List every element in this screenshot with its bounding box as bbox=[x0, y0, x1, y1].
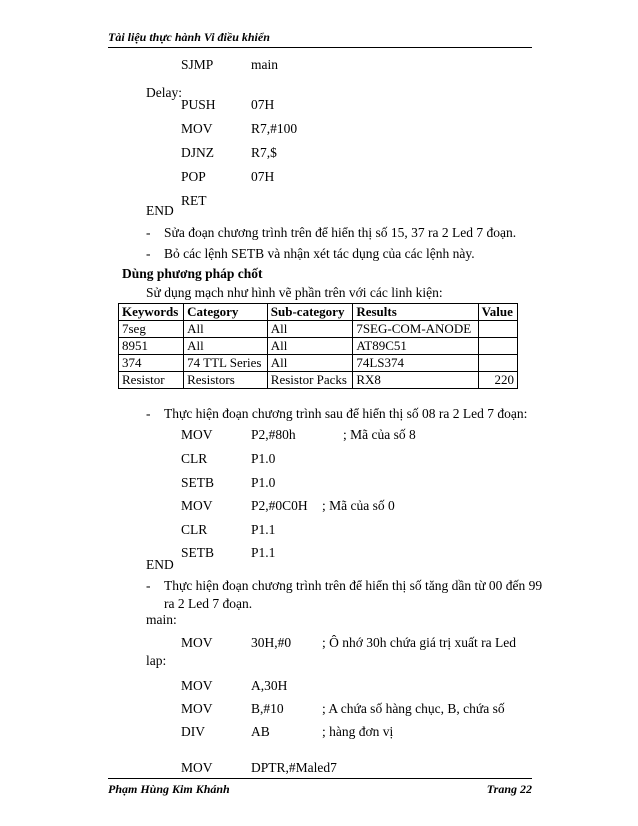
code-arg: 07H bbox=[251, 97, 275, 112]
bullet-dash: - bbox=[146, 578, 151, 593]
table-cell: All bbox=[267, 355, 353, 372]
table-cell: All bbox=[184, 321, 268, 338]
task-item: Sửa đoạn chương trình trên để hiển thị số 15, 37 ra 2 Led 7 đoạn. bbox=[164, 225, 517, 240]
code-comment: ; A chứa số hàng chục, B, chứa số bbox=[322, 701, 505, 716]
table-cell: 220 bbox=[478, 372, 517, 389]
code-arg: 07H bbox=[251, 169, 275, 184]
table-cell: AT89C51 bbox=[353, 338, 478, 355]
table-cell bbox=[478, 321, 517, 338]
footer-rule bbox=[108, 778, 532, 779]
bullet-dash: - bbox=[146, 406, 151, 421]
code-arg: P1.0 bbox=[251, 475, 276, 490]
code-arg: R7,#100 bbox=[251, 121, 298, 136]
code-arg: B,#10 bbox=[251, 701, 284, 716]
section-intro: Sử dụng mạch như hình vẽ phần trên với các linh kiện: bbox=[146, 285, 443, 300]
section-heading: Dùng phương pháp chốt bbox=[122, 266, 263, 281]
code-op: MOV bbox=[181, 427, 213, 442]
table-row bbox=[119, 338, 518, 355]
table-cell: 7seg bbox=[119, 321, 184, 338]
code-arg: A,30H bbox=[251, 678, 288, 693]
table-row bbox=[119, 355, 518, 372]
table-cell: All bbox=[267, 338, 353, 355]
code-label-delay: Delay: bbox=[146, 85, 182, 100]
table-header-row bbox=[119, 304, 518, 321]
task-item-continuation: ra 2 Led 7 đoạn. bbox=[164, 596, 253, 611]
bullet-dash: - bbox=[146, 225, 151, 240]
code-arg: R7,$ bbox=[251, 145, 277, 160]
code-arg: 30H,#0 bbox=[251, 635, 292, 650]
code-end: END bbox=[146, 557, 174, 572]
table-cell: Resistor Packs bbox=[267, 372, 353, 389]
code-op: CLR bbox=[181, 451, 208, 466]
table-cell: 374 bbox=[119, 355, 184, 372]
code-arg: P1.1 bbox=[251, 522, 276, 537]
code-arg: P1.0 bbox=[251, 451, 276, 466]
code-arg: P1.1 bbox=[251, 545, 276, 560]
code-arg: AB bbox=[251, 724, 270, 739]
code-arg: P2,#0C0H bbox=[251, 498, 308, 513]
code-op: MOV bbox=[181, 498, 213, 513]
code-comment: ; Mã của số 8 bbox=[343, 427, 416, 442]
header-rule bbox=[108, 47, 532, 48]
code-op: PUSH bbox=[181, 97, 216, 112]
code-op: MOV bbox=[181, 701, 213, 716]
code-comment: ; hàng đơn vị bbox=[322, 724, 394, 739]
table-header-cell: Sub-category bbox=[267, 304, 353, 321]
table-cell: 74LS374 bbox=[353, 355, 478, 372]
code-op: CLR bbox=[181, 522, 208, 537]
code-op: DIV bbox=[181, 724, 205, 739]
table-cell bbox=[478, 355, 517, 372]
table-row bbox=[119, 372, 518, 389]
table-header-cell: Category bbox=[184, 304, 268, 321]
code-comment: ; Mã của số 0 bbox=[322, 498, 395, 513]
code-op: MOV bbox=[181, 121, 213, 136]
code-op: MOV bbox=[181, 635, 213, 650]
footer-author: Phạm Hùng Kim Khánh bbox=[108, 782, 230, 796]
code-op: SJMP bbox=[181, 57, 214, 72]
code-arg: DPTR,#Maled7 bbox=[251, 760, 337, 775]
table-cell: All bbox=[184, 338, 268, 355]
code-op: MOV bbox=[181, 760, 213, 775]
page-header-title: Tài liệu thực hành Vi điều khiển bbox=[108, 30, 270, 44]
footer-page-number: Trang 22 bbox=[486, 782, 532, 796]
components-table bbox=[118, 303, 518, 389]
table-cell: 8951 bbox=[119, 338, 184, 355]
code-op: DJNZ bbox=[181, 145, 214, 160]
code-label-main: main: bbox=[146, 612, 177, 627]
code-op: MOV bbox=[181, 678, 213, 693]
code-arg: P2,#80h bbox=[251, 427, 296, 442]
code-op: POP bbox=[181, 169, 206, 184]
code-op: SETB bbox=[181, 545, 215, 560]
table-row bbox=[119, 321, 518, 338]
table-cell: All bbox=[267, 321, 353, 338]
bullet-dash: - bbox=[146, 246, 151, 261]
task-item: Thực hiện đoạn chương trình trên để hiển thị số tăng dần từ 00 đến 99 bbox=[164, 578, 543, 593]
table-cell: Resistors bbox=[184, 372, 268, 389]
table-cell: 7SEG-COM-ANODE bbox=[353, 321, 478, 338]
task-item: Thực hiện đoạn chương trình sau để hiển thị số 08 ra 2 Led 7 đoạn: bbox=[164, 406, 528, 421]
code-op: RET bbox=[181, 193, 207, 208]
table-cell bbox=[478, 338, 517, 355]
code-label-lap: lap: bbox=[146, 653, 167, 668]
table-cell: RX8 bbox=[353, 372, 478, 389]
table-cell: Resistor bbox=[119, 372, 184, 389]
table-header-cell: Keywords bbox=[119, 304, 184, 321]
table-header-cell: Value bbox=[478, 304, 517, 321]
table-header-cell: Results bbox=[353, 304, 478, 321]
task-item: Bỏ các lệnh SETB và nhận xét tác dụng của các lệnh này. bbox=[164, 246, 475, 261]
code-op: SETB bbox=[181, 475, 215, 490]
code-end: END bbox=[146, 203, 174, 218]
code-arg: main bbox=[251, 57, 278, 72]
table-cell: 74 TTL Series bbox=[184, 355, 268, 372]
code-comment: ; Ô nhớ 30h chứa giá trị xuất ra Led bbox=[322, 635, 517, 650]
